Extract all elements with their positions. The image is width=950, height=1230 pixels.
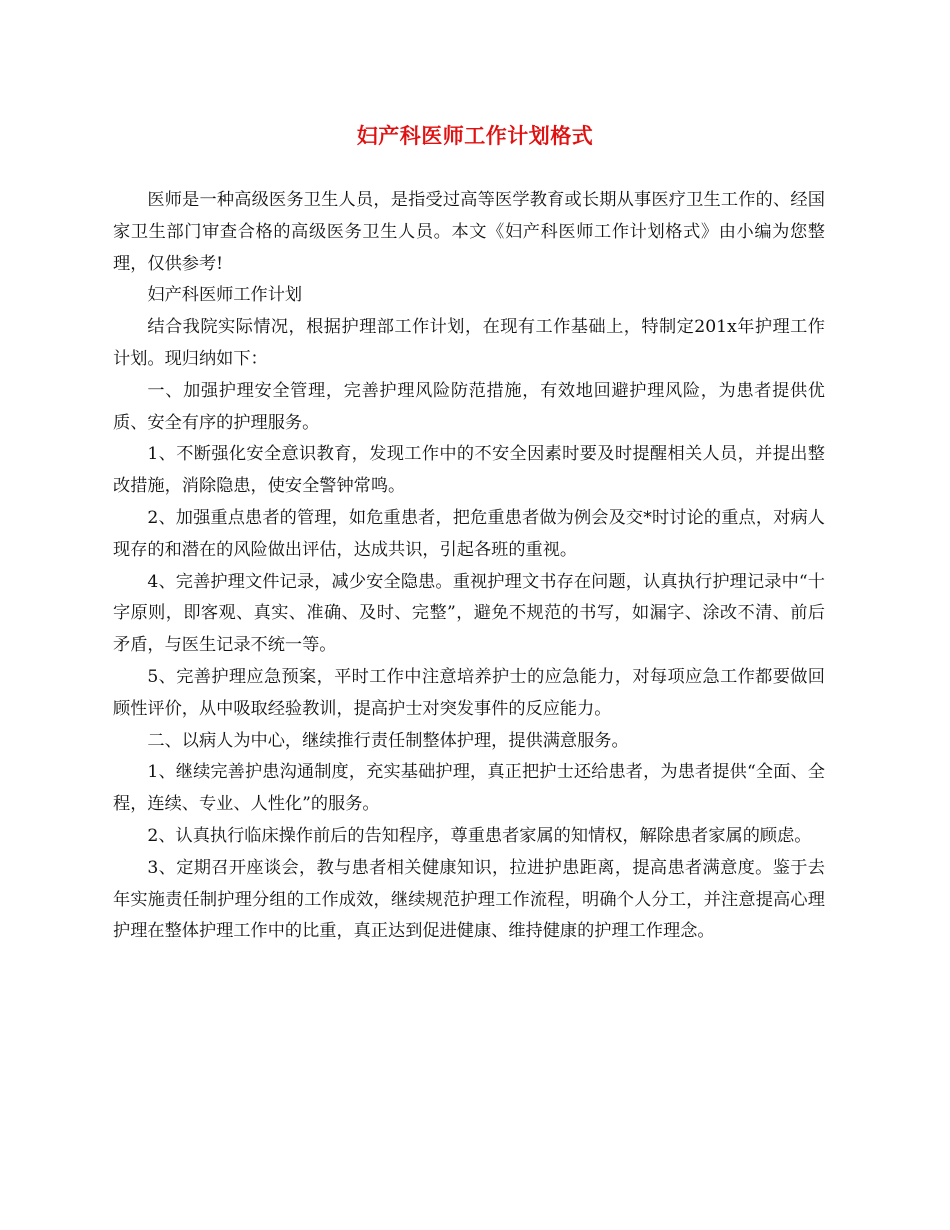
paragraph-section-one: 一、加强护理安全管理，完善护理风险防范措施，有效地回避护理风险，为患者提供优质、安全有序的护理服务。 (113, 380, 825, 433)
document-title: 妇产科医师工作计划格式 (356, 123, 594, 148)
paragraph-section-two: 二、以病人为中心，继续推行责任制整体护理，提供满意服务。 (147, 730, 629, 751)
paragraph-item-2: 2、加强重点患者的管理，如危重患者，把危重患者做为例会及交*时讨论的重点，对病人现存的和潜在的风险做出评估，达成共识，引起各班的重视。 (113, 507, 825, 560)
document-body (113, 185, 825, 948)
paragraph-section-two-item-1: 1、继续完善护患沟通制度，充实基础护理，真正把护士还给患者，为患者提供“全面、全程，连续、专业、人性化”的服务。 (113, 762, 825, 815)
paragraph-section-two-item-2: 2、认真执行临床操作前后的告知程序，尊重患者家属的知情权，解除患者家属的顾虑。 (147, 825, 812, 846)
paragraph-item-1: 1、不断强化安全意识教育，发现工作中的不安全因素时要及时提醒相关人员，并提出整改措施，消除隐患，使安全警钟常鸣。 (113, 444, 825, 497)
paragraph-section-two-item-3: 3、定期召开座谈会，教与患者相关健康知识，拉进护患距离，提高患者满意度。鉴于去年实施责任制护理分组的工作成效，继续规范护理工作流程，明确个人分工，并注意提高心理护理在整体护理工作中的比重，真正达到促进健康、维持健康的护理工作理念。 (113, 857, 825, 942)
paragraph-item-4: 4、完善护理文件记录，减少安全隐患。重视护理文书存在问题，认真执行护理记录中“十字原则，即客观、真实、准确、及时、完整”，避免不规范的书写，如漏字、涂改不清、前后矛盾，与医生记录不统一等。 (113, 571, 825, 656)
paragraph-plan-heading: 妇产科医师工作计划 (147, 285, 303, 306)
paragraph-overview: 结合我院实际情况，根据护理部工作计划，在现有工作基础上，特制定201x年护理工作计划。现归纳如下： (113, 317, 825, 369)
paragraph-intro: 医师是一种高级医务卫生人员，是指受过高等医学教育或长期从事医疗卫生工作的、经国家卫生部门审查合格的高级医务卫生人员。本文《妇产科医师工作计划格式》由小编为您整理，仅供参考! (113, 190, 825, 274)
paragraph-item-5: 5、完善护理应急预案，平时工作中注意培养护士的应急能力，对每项应急工作都要做回顾性评价，从中吸取经验教训，提高护士对突发事件的反应能力。 (113, 666, 825, 719)
